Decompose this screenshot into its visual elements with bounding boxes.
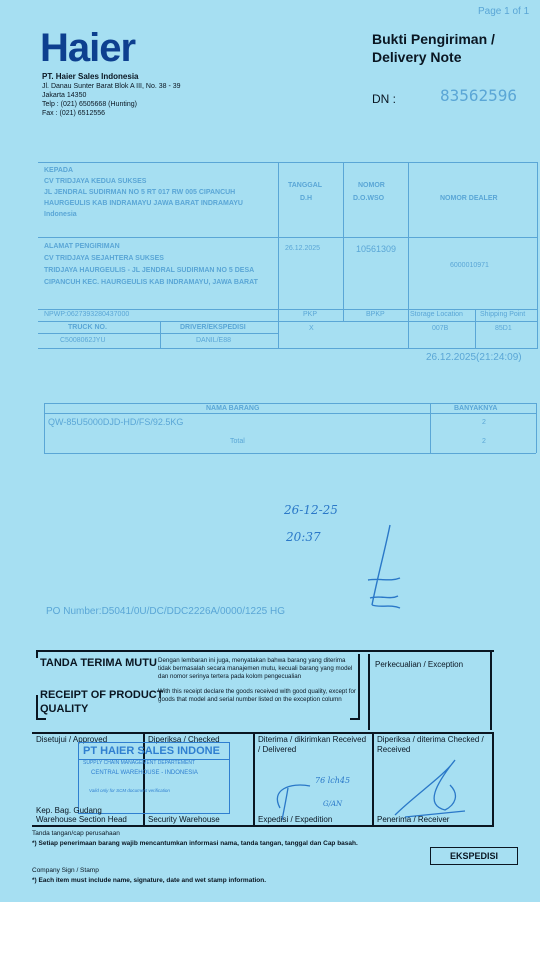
receiver-label: Penerima / Receiver	[377, 815, 450, 824]
kepada-lines: CV TRIDJAYA KEDUA SUKSES JL JENDRAL SUDIRMAN NO 5 RT 017 RW 005 CIPANCUH HAURGEULIS KAB INDRAMAYU JAWA BARAT INDRAMAYU Indonesia	[44, 178, 243, 218]
shipping-value: 85D1	[495, 325, 512, 332]
truck-value: C5008062JYU	[60, 337, 106, 344]
driver-value: DANIL/E88	[196, 337, 232, 344]
dn-label: DN :	[372, 92, 396, 106]
footer-line-4: *) Each item must include name, signature, date and wet stamp information.	[32, 877, 267, 884]
receipt-title-id: TANDA TERIMA MUTU	[40, 657, 157, 669]
expedisi-label: Expedisi / Expedition	[258, 815, 333, 824]
po-number: PO Number:D5041/0U/DC/DDC2226A/0000/1225 HG	[46, 606, 286, 617]
npwp: NPWP:0627393280437000	[44, 311, 130, 318]
dealer-value: 6000010971	[450, 262, 489, 269]
col-dealer: NOMOR DEALER	[440, 195, 498, 202]
company-address: Jl. Danau Sunter Barat Blok A III, No. 38 - 39 Jakarta 14350 Telp : (021) 6505668 (Hunting) Fax : (021) 6512556	[42, 83, 181, 117]
footer-line-3: Company Sign / Stamp	[32, 867, 99, 874]
truck-label: TRUCK NO.	[68, 324, 107, 331]
storage-value: 007B	[432, 325, 449, 332]
alamat-label: ALAMAT PENGIRIMAN	[44, 243, 120, 250]
approved-label: Disetujui / Approved	[36, 735, 108, 744]
tanggal-value: 26.12.2025	[285, 245, 321, 252]
col-nomor: NOMOR	[358, 182, 385, 189]
checked-label: Diperiksa / Checked	[148, 735, 220, 744]
exception-label: Perkecualian / Exception	[375, 660, 464, 669]
handwritten-note: 76 lch45	[315, 776, 351, 785]
page-label: Page 1 of 1	[478, 6, 530, 17]
receipt-text-id: Dengan lembaran ini juga, menyatakan bahwa barang yang diterima tidak bermasalah secara manajemen mutu, kecuali barang yang model dan nomor serinya tertera pada kolom pengecualian	[158, 657, 353, 680]
driver-label: DRIVER/EKSPEDISI	[180, 324, 246, 331]
col-tanggal: TANGGAL	[288, 182, 323, 189]
warehouse-stamp: PT HAIER SALES INDONE SUPPLY CHAIN MANAGEMENT DEPARTEMENT CENTRAL WAREHOUSE - INDONESIA Valid only for SCM document verification	[78, 742, 230, 814]
received-label: Diterima / dikirimkan Received / Delivered	[258, 735, 367, 754]
dn-number: 83562596	[440, 86, 518, 105]
col-nomor-sub: D.O.WSO	[353, 195, 385, 202]
alamat-lines: CV TRIDJAYA SEJAHTERA SUKSES TRIDJAYA HAURGEULIS - JL JENDRAL SUDIRMAN NO 5 DESA CIPANCUH KEC. HAURGEULIS KAB INDRAMAYU, JAWA BARAT	[44, 255, 258, 286]
nama-barang-header: NAMA BARANG	[206, 405, 260, 412]
item-code: QW-85U5000DJD-HD/FS/92.5KG	[48, 417, 184, 427]
item-qty: 2	[482, 419, 486, 426]
handwritten-date: 26-12-25	[284, 503, 338, 517]
col-tanggal-sub: D.H	[300, 195, 313, 202]
shipping-label: Shipping Point	[480, 311, 526, 318]
receipt-text-en: With this receipt declare the goods received with good quality, except for goods that model and serial number listed on the exception column	[158, 688, 356, 703]
pkp-label: PKP	[303, 311, 318, 318]
storage-label: Storage Location	[410, 311, 463, 318]
company-name: PT. Haier Sales Indonesia	[42, 72, 139, 81]
handwritten-note-2: G/AN	[323, 800, 343, 808]
total-qty: 2	[482, 438, 486, 445]
footer-line-1: Tanda tangan/cap perusahaan	[32, 830, 120, 837]
delivered-signature	[250, 760, 370, 822]
ekspedisi-badge: EKSPEDISI	[430, 847, 518, 865]
nomor-value: 10561309	[356, 244, 397, 254]
security-label: Security Warehouse	[148, 815, 220, 824]
bpkp-label: BPKP	[366, 311, 385, 318]
print-timestamp: 26.12.2025(21:24:09)	[426, 352, 522, 363]
warehouse-head-label: Kep. Bag. Gudang Warehouse Section Head	[36, 806, 127, 824]
driver-signature	[360, 520, 410, 615]
checked-received-label: Diperiksa / diterima Checked / Received	[377, 735, 484, 754]
brand-logo: Haier	[40, 26, 136, 70]
pkp-value: X	[309, 325, 314, 332]
document-title: Bukti Pengiriman / Delivery Note	[372, 31, 495, 65]
handwritten-time: 20:37	[286, 530, 321, 544]
footer-line-2: *) Setiap penerimaan barang wajib mencantumkan informasi nama, tanda tangan, tanggal dan Cap basah.	[32, 840, 358, 847]
banyaknya-header: BANYAKNYA	[454, 405, 498, 412]
receipt-title-en: RECEIPT OF PRODUCT QUALITY	[40, 689, 164, 715]
kepada-label: KEPADA	[44, 167, 74, 174]
total-label: Total	[230, 438, 245, 445]
